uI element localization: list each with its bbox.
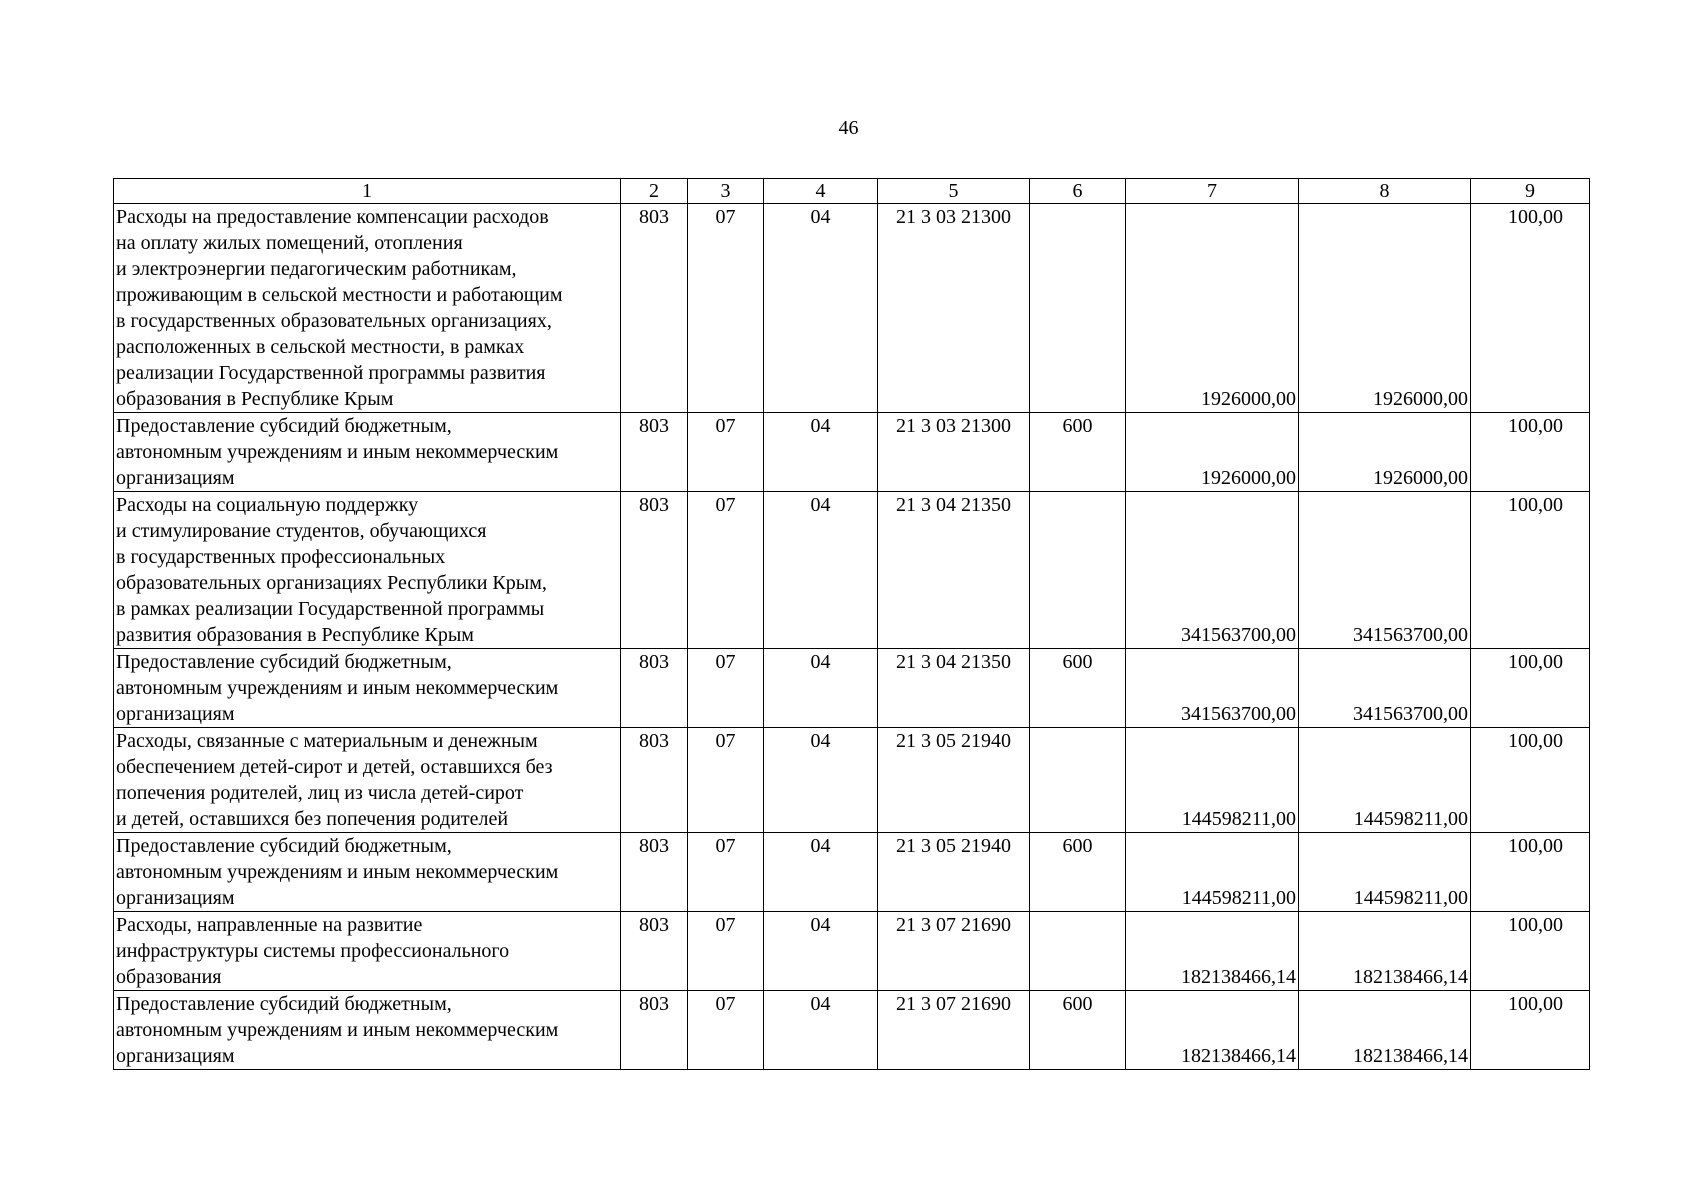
cell-col-3: 07: [688, 492, 764, 649]
row-name-cell: Расходы, направленные на развитие инфраструктуры системы профессионального образования: [114, 912, 621, 991]
row-name-cell: Расходы, связанные с материальным и денежным обеспечением детей-сирот и детей, оставшихся без попечения родителей, лиц из числа детей-сирот и детей, оставшихся без попечения родителей: [114, 728, 621, 833]
column-header: 2: [621, 179, 688, 204]
cell-col-9: 100,00: [1471, 991, 1590, 1070]
cell-col-3: 07: [688, 833, 764, 912]
cell-col-8: 182138466,14: [1299, 912, 1471, 991]
table-row: [114, 833, 1590, 912]
row-name-cell: Предоставление субсидий бюджетным, автономным учреждениям и иным некоммерческим организациям: [114, 833, 621, 912]
cell-col-5: 21 3 07 21690: [878, 912, 1030, 991]
cell-col-7: 144598211,00: [1126, 833, 1299, 912]
cell-col-7: 182138466,14: [1126, 912, 1299, 991]
column-header: 7: [1126, 179, 1299, 204]
cell-col-8: 1926000,00: [1299, 204, 1471, 413]
cell-col-3: 07: [688, 649, 764, 728]
cell-col-9: 100,00: [1471, 649, 1590, 728]
cell-col-6: [1030, 492, 1126, 649]
cell-col-2: 803: [621, 833, 688, 912]
cell-col-5: 21 3 05 21940: [878, 728, 1030, 833]
cell-col-4: 04: [764, 728, 878, 833]
cell-col-4: 04: [764, 833, 878, 912]
column-header: 3: [688, 179, 764, 204]
cell-col-5: 21 3 04 21350: [878, 649, 1030, 728]
row-name-cell: Предоставление субсидий бюджетным, автономным учреждениям и иным некоммерческим организациям: [114, 649, 621, 728]
page-number: 46: [838, 117, 859, 139]
cell-col-2: 803: [621, 728, 688, 833]
table-row: [114, 492, 1590, 649]
cell-col-4: 04: [764, 991, 878, 1070]
cell-col-5: 21 3 03 21300: [878, 413, 1030, 492]
cell-col-2: 803: [621, 413, 688, 492]
cell-col-4: 04: [764, 413, 878, 492]
budget-table: [113, 178, 1590, 1070]
cell-col-9: 100,00: [1471, 912, 1590, 991]
cell-col-6: [1030, 912, 1126, 991]
cell-col-9: 100,00: [1471, 492, 1590, 649]
column-header: 9: [1471, 179, 1590, 204]
cell-col-2: 803: [621, 649, 688, 728]
cell-col-8: 341563700,00: [1299, 492, 1471, 649]
cell-col-2: 803: [621, 912, 688, 991]
cell-col-6: 600: [1030, 833, 1126, 912]
cell-col-3: 07: [688, 991, 764, 1070]
cell-col-6: 600: [1030, 991, 1126, 1070]
cell-col-7: 182138466,14: [1126, 991, 1299, 1070]
column-header: 6: [1030, 179, 1126, 204]
column-header: 4: [764, 179, 878, 204]
header-row: [114, 179, 1590, 204]
row-name-cell: Предоставление субсидий бюджетным, автономным учреждениям и иным некоммерческим организациям: [114, 413, 621, 492]
cell-col-6: [1030, 204, 1126, 413]
cell-col-6: 600: [1030, 649, 1126, 728]
table-row: [114, 204, 1590, 413]
cell-col-6: 600: [1030, 413, 1126, 492]
column-header: 5: [878, 179, 1030, 204]
cell-col-8: 182138466,14: [1299, 991, 1471, 1070]
cell-col-2: 803: [621, 991, 688, 1070]
cell-col-2: 803: [621, 204, 688, 413]
cell-col-6: [1030, 728, 1126, 833]
cell-col-3: 07: [688, 728, 764, 833]
table-row: [114, 728, 1590, 833]
cell-col-3: 07: [688, 413, 764, 492]
cell-col-4: 04: [764, 649, 878, 728]
table-row: [114, 413, 1590, 492]
cell-col-5: 21 3 03 21300: [878, 204, 1030, 413]
cell-col-5: 21 3 07 21690: [878, 991, 1030, 1070]
cell-col-7: 1926000,00: [1126, 204, 1299, 413]
cell-col-7: 1926000,00: [1126, 413, 1299, 492]
cell-col-5: 21 3 04 21350: [878, 492, 1030, 649]
cell-col-3: 07: [688, 912, 764, 991]
cell-col-7: 144598211,00: [1126, 728, 1299, 833]
cell-col-4: 04: [764, 492, 878, 649]
table-row: [114, 912, 1590, 991]
cell-col-9: 100,00: [1471, 204, 1590, 413]
cell-col-9: 100,00: [1471, 833, 1590, 912]
row-name-cell: Предоставление субсидий бюджетным, автономным учреждениям и иным некоммерческим организациям: [114, 991, 621, 1070]
cell-col-2: 803: [621, 492, 688, 649]
cell-col-3: 07: [688, 204, 764, 413]
cell-col-9: 100,00: [1471, 413, 1590, 492]
cell-col-8: 144598211,00: [1299, 833, 1471, 912]
cell-col-5: 21 3 05 21940: [878, 833, 1030, 912]
cell-col-7: 341563700,00: [1126, 649, 1299, 728]
cell-col-9: 100,00: [1471, 728, 1590, 833]
column-header: 8: [1299, 179, 1471, 204]
column-header: 1: [114, 179, 621, 204]
cell-col-8: 341563700,00: [1299, 649, 1471, 728]
cell-col-8: 1926000,00: [1299, 413, 1471, 492]
cell-col-8: 144598211,00: [1299, 728, 1471, 833]
cell-col-7: 341563700,00: [1126, 492, 1299, 649]
row-name-cell: Расходы на социальную поддержку и стимулирование студентов, обучающихся в государственных профессиональных образовательных организациях Республики Крым, в рамках реализации Государственной программы развития образования в Республике Крым: [114, 492, 621, 649]
cell-col-4: 04: [764, 204, 878, 413]
row-name-cell: Расходы на предоставление компенсации расходов на оплату жилых помещений, отопления и электроэнергии педагогическим работникам, проживающим в сельской местности и работающим в государственных образовательных организациях, расположенных в сельской местности, в рамках реализации Государственной программы развития образования в Республике Крым: [114, 204, 621, 413]
table-row: [114, 649, 1590, 728]
table-row: [114, 991, 1590, 1070]
cell-col-4: 04: [764, 912, 878, 991]
